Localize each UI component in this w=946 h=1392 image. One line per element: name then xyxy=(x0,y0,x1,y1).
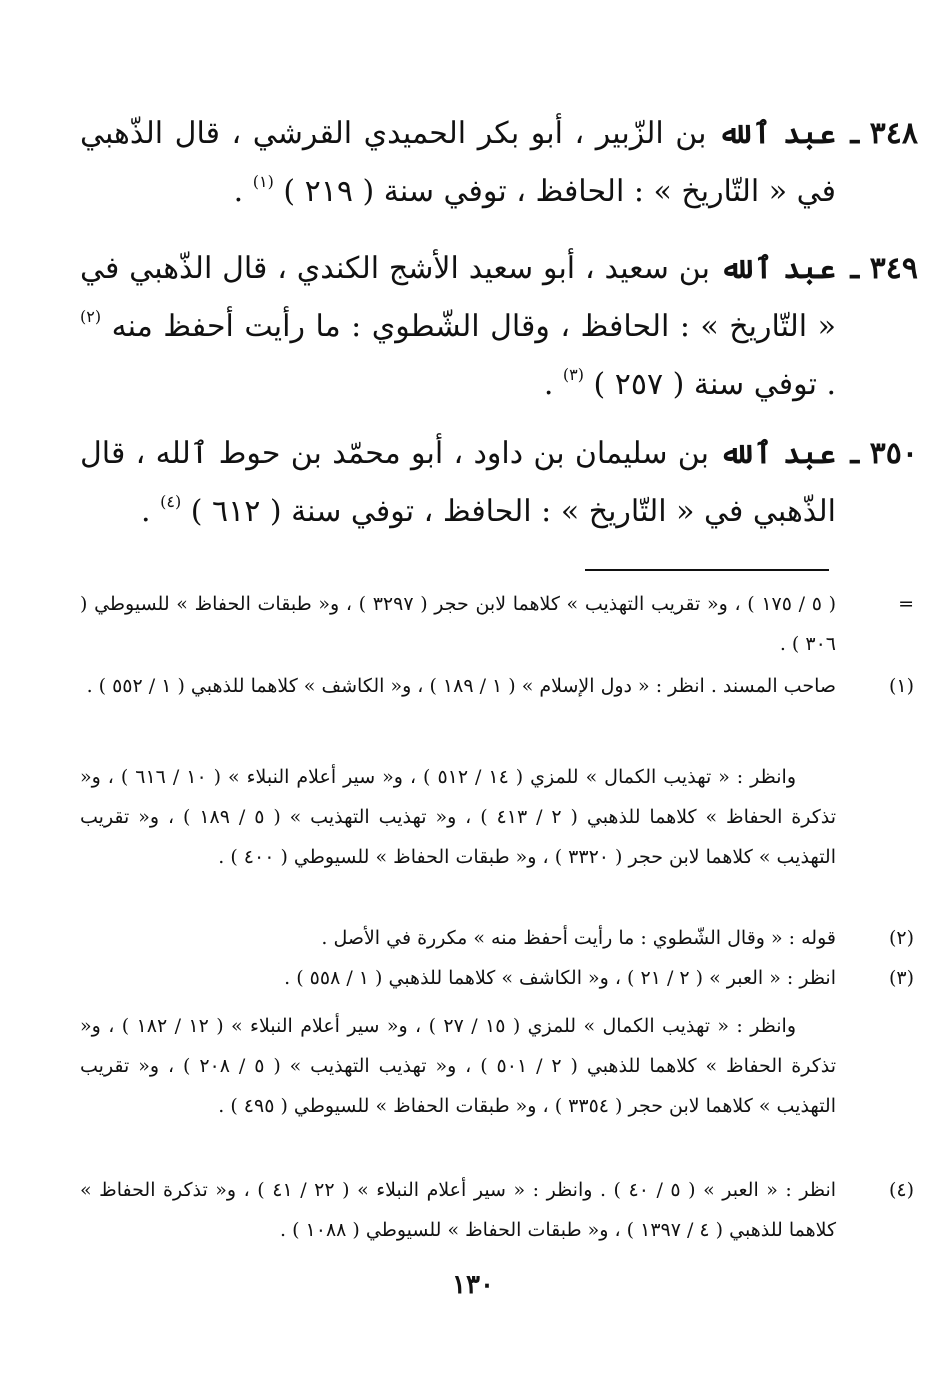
footnote-text: صاحب المسند . انظر : « دول الإسلام » ( ١ / ١٨٩ ) ، و« الكاشف » كلاهما للذهبي ( ١ / ٥٥٢ ) . xyxy=(86,675,836,697)
entry-text: بن الزّبير ، أبو بكر الحميدي القرشي ، قال الذّهبي في « التّاريخ » : الحافظ ، توفي سنة ( ٢١٩ ) xyxy=(80,116,836,209)
footnote-4 xyxy=(80,1170,914,1250)
footnote-marker: (١) xyxy=(888,675,914,697)
entry-text-2: . توفي سنة ( ٢٥٧ ) xyxy=(584,367,836,402)
footnote-continuation xyxy=(80,584,914,664)
footnote-text: انظر : « العبر » ( ٥ / ٤٠ ) . وانظر : « سير أعلام النبلاء » ( ٢٢ / ٤١ ) ، و« تذكرة الحفاظ » كلاهما للذهبي ( ٤ / ١٣٩٧ ) ، و« طبقات الحفاظ » للسيوطي ( ١٠٨٨ ) . xyxy=(80,1179,837,1241)
footnote-text: ( ٥ / ١٧٥ ) ، و« تقريب التهذيب » كلاهما لابن حجر ( ٣٢٩٧ ) ، و« طبقات الحفاظ » للسيوطي ( ٣٠٦ ) . xyxy=(80,593,837,655)
footnote-marker: (٢) xyxy=(888,927,914,949)
footnote-ref[interactable]: (١) xyxy=(252,172,274,191)
entry-text: بن سعيد ، أبو سعيد الأشج الكندي ، قال الذّهبي في « التّاريخ » : الحافظ ، وقال الشّطوي : ما رأيت أحفظ منه xyxy=(80,251,836,344)
footnote-ref[interactable]: (٢) xyxy=(80,307,102,326)
footnote-divider xyxy=(585,569,829,571)
entry-350 xyxy=(80,425,918,541)
entry-349 xyxy=(80,240,918,414)
footnote-text: قوله : « وقال الشّطوي : ما رأيت أحفظ منه » مكررة في الأصل . xyxy=(321,927,836,949)
footnote-2 xyxy=(80,918,914,958)
footnote-ref[interactable]: (٤) xyxy=(160,492,182,511)
entry-348 xyxy=(80,105,918,221)
footnote-text: وانظر : « تهذيب الكمال » للمزي ( ١٤ / ٥١٢ ) ، و« سير أعلام النبلاء » ( ١٠ / ٦١٦ ) ، و« تذكرة الحفاظ » كلاهما للذهبي ( ٢ / ٤١٣ ) ، و« تهذيب التهذيب » ( ٥ / ١٨٩ ) ، و« تقريب التهذيب » كلاهما لابن حجر ( ٣٣٢٠ ) ، و« طبقات الحفاظ » للسيوطي ( ٤٠٠ ) . xyxy=(80,766,837,868)
footnote-1 xyxy=(80,666,914,706)
entry-name: عبد ٱلله xyxy=(719,436,836,471)
footnote-ref[interactable]: (٣) xyxy=(562,365,585,384)
entry-end: . xyxy=(233,174,253,209)
footnote-marker: (٤) xyxy=(888,1179,914,1201)
continuation-mark: = xyxy=(898,593,914,615)
entry-end: . xyxy=(141,494,161,529)
footnote-3-more xyxy=(80,1006,836,1126)
page-number: ١٣٠ xyxy=(452,1270,494,1300)
entry-number: ٣٤٩ ـ xyxy=(850,251,918,286)
entry-text: بن سليمان بن داود ، أبو محمّد بن حوط ٱلله ، قال الذّهبي في « التّاريخ » : الحافظ ، توفي سنة ( ٦١٢ ) xyxy=(80,436,836,529)
entry-name: عبد ٱلله xyxy=(719,251,836,286)
entry-number: ٣٤٨ ـ xyxy=(850,116,918,151)
entry-name: عبد ٱلله xyxy=(718,116,836,151)
entry-end: . xyxy=(543,367,563,402)
footnote-3 xyxy=(80,958,914,998)
footnote-text: انظر : « العبر » ( ٢ / ٢١ ) ، و« الكاشف » كلاهما للذهبي ( ١ / ٥٥٨ ) . xyxy=(284,967,836,989)
footnote-text: وانظر : « تهذيب الكمال » للمزي ( ١٥ / ٢٧ ) ، و« سير أعلام النبلاء » ( ١٢ / ١٨٢ ) ، و« تذكرة الحفاظ » كلاهما للذهبي ( ٢ / ٥٠١ ) ، و« تهذيب التهذيب » ( ٥ / ٢٠٨ ) ، و« تقريب التهذيب » كلاهما لابن حجر ( ٣٣٥٤ ) ، و« طبقات الحفاظ » للسيوطي ( ٤٩٥ ) . xyxy=(80,1015,837,1117)
footnote-1-more xyxy=(80,757,836,877)
entry-number: ٣٥٠ ـ xyxy=(850,436,918,471)
footnote-marker: (٣) xyxy=(888,967,914,989)
